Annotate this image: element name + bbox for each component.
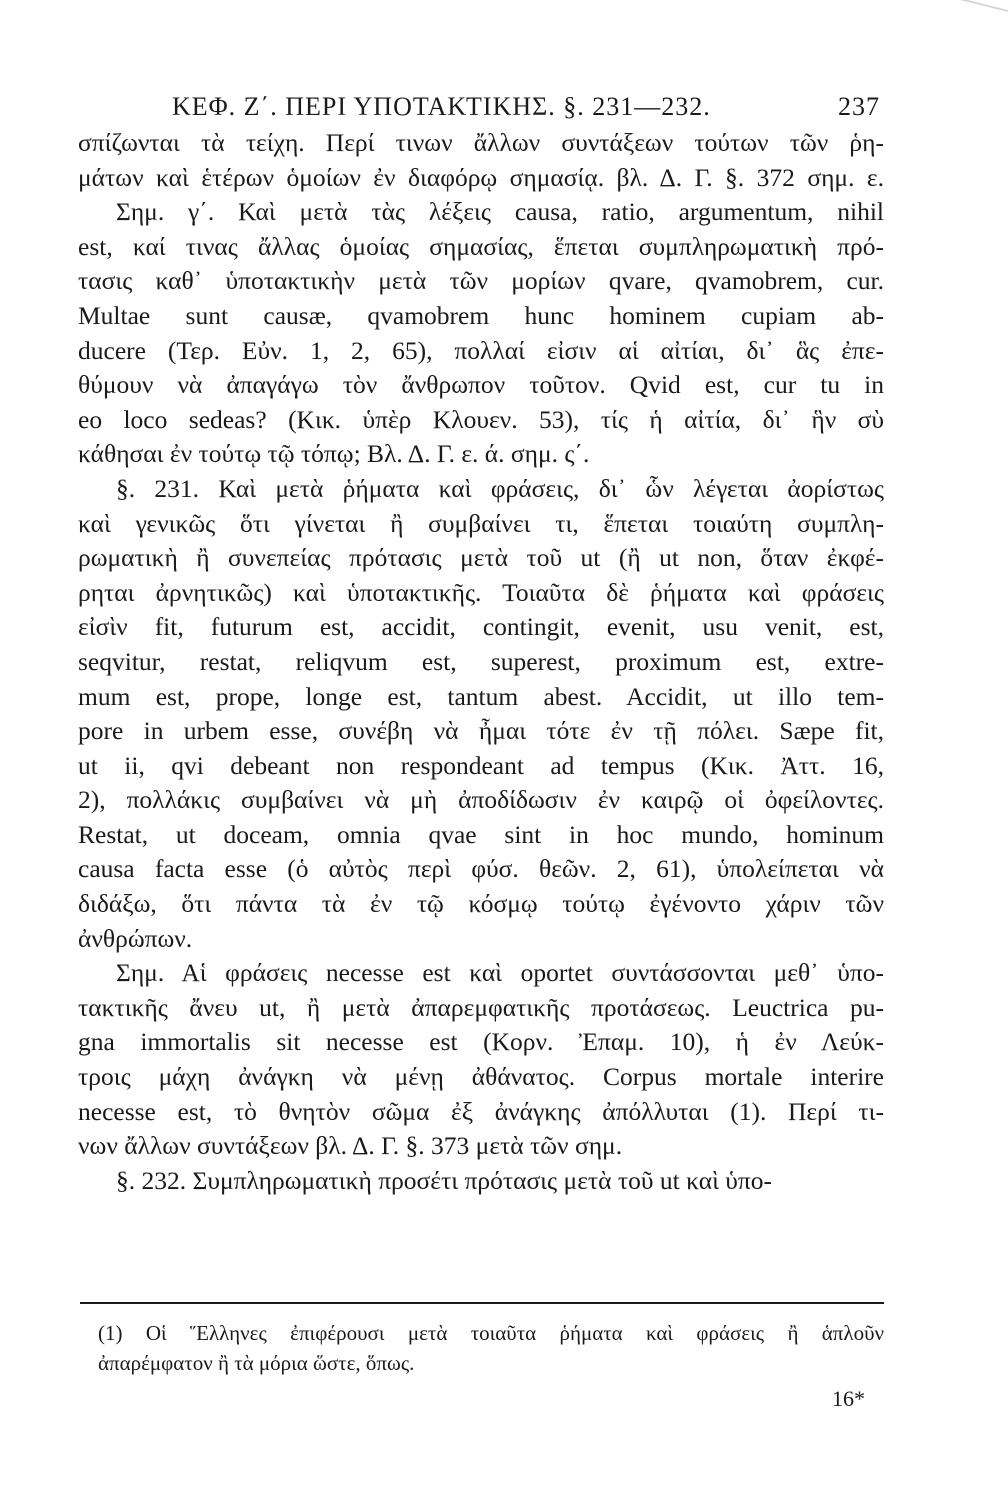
running-header xyxy=(80,92,880,128)
footnote-rule xyxy=(80,1302,884,1304)
text-line: κάθησαι ἐν τούτῳ τῷ τόπῳ; Βλ. Δ. Γ. ε. ά. σημ. ς΄. xyxy=(78,439,590,469)
text-line: ducere (Τερ. Εὐν. 1, 2, 65), πολλαί εἰσιν αἱ αἰτίαι, δι᾽ ἃς ἐπε- xyxy=(78,335,884,365)
running-title: ΚΕΦ. Ζ΄. ΠΕΡΙ ΥΠΟΤΑΚΤΙΚΗΣ. §. 231—232. xyxy=(172,92,711,121)
text-line: εἰσὶν fit, futurum est, accidit, contingit, evenit, usu venit, est, xyxy=(78,612,884,642)
text-line: §. 232. Συμπληρωματικὴ προσέτι πρότασις μετὰ τοῦ ut καὶ ὑπο- xyxy=(116,1165,773,1195)
text-line: ρηται ἀρνητικῶς) καὶ ὑποτακτικῆς. Τοιαῦτα δὲ ῥήματα καὶ φράσεις xyxy=(78,577,884,607)
footnote xyxy=(98,1318,884,1378)
footnote-line: (1) Οἱ Ἕλληνες ἐπιφέρουσι μετὰ τοιαῦτα ῥήματα καὶ φράσεις ἢ ἁπλοῦν xyxy=(98,1321,884,1345)
text-line: θύμουν νὰ ἀπαγάγω τὸν ἄνθρωπον τοῦτον. Qvid est, cur tu in xyxy=(78,370,884,400)
text-line: ρωματικὴ ἢ συνεπείας πρότασις μετὰ τοῦ ut (ἢ ut non, ὅταν ἐκφέ- xyxy=(78,543,884,573)
text-line: καὶ γενικῶς ὅτι γίνεται ἢ συμβαίνει τι, ἕπεται τοιαύτη συμπλη- xyxy=(78,508,884,538)
text-line: τροις μάχη ἀνάγκη νὰ μένῃ ἀθάνατος. Corpus mortale interire xyxy=(78,1062,884,1092)
text-line: ut ii, qvi debeant non respondeant ad tempus (Κικ. Ἀττ. 16, xyxy=(78,750,884,780)
text-line: est, καί τινας ἄλλας ὁμοίας σημασίας, ἕπεται συμπληρωματικὴ πρό- xyxy=(78,231,884,261)
text-line: §. 231. Καὶ μετὰ ῥήματα καὶ φράσεις, δι᾽ ὧν λέγεται ἀορίστως xyxy=(116,473,884,503)
page-number: 237 xyxy=(838,92,880,121)
text-line: mum est, prope, longe est, tantum abest. Accidit, ut illo tem- xyxy=(78,681,884,711)
text-line: Σημ. γ΄. Καὶ μετὰ τὰς λέξεις causa, ratio, argumentum, nihil xyxy=(116,197,884,227)
text-line: necesse est, τὸ θνητὸν σῶμα ἐξ ἀνάγκης ἀπόλλυται (1). Περί τι- xyxy=(78,1096,884,1126)
text-line: Restat, ut doceam, omnia qvae sint in hoc mundo, hominum xyxy=(78,819,884,849)
text-line: Σημ. Αἱ φράσεις necesse est καὶ oportet συντάσσονται μεθ᾽ ὑπο- xyxy=(116,958,884,988)
text-line: pore in urbem esse, συνέβη νὰ ἦμαι τότε ἐν τῇ πόλει. Sæpe fit, xyxy=(78,716,884,746)
text-line: ἀνθρώπων. xyxy=(78,923,193,953)
text-line: eo loco sedeas? (Κικ. ὑπὲρ Κλουεν. 53), τίς ἡ αἰτία, δι᾽ ἣν σὺ xyxy=(78,404,884,434)
text-line: 2), πολλάκις συμβαίνει νὰ μὴ ἀποδίδωσιν ἐν καιρῷ οἱ ὀφείλοντες. xyxy=(78,785,884,815)
text-line: μάτων καὶ ἑτέρων ὁμοίων ἐν διαφόρῳ σημασίᾳ. βλ. Δ. Γ. §. 372 σημ. ε. xyxy=(78,162,884,192)
signature-mark: 16* xyxy=(832,1386,865,1411)
body-text xyxy=(78,126,884,1198)
text-line: gna immortalis sit necesse est (Κορν. Ἐπαμ. 10), ἡ ἐν Λεύκ- xyxy=(78,1027,884,1057)
footnote-line: ἀπαρέμφατον ἢ τὰ μόρια ὥστε, ὅπως. xyxy=(98,1351,415,1375)
text-line: causa facta esse (ὁ αὐτὸς περὶ φύσ. θεῶν. 2, 61), ὑπολείπεται νὰ xyxy=(78,854,884,884)
text-line: seqvitur, restat, reliqvum est, superest, proximum est, extre- xyxy=(78,646,884,676)
text-line: Multae sunt causæ, qvamobrem hunc hominem cupiam ab- xyxy=(78,300,884,330)
text-line: σπίζωνται τὰ τείχη. Περί τινων ἄλλων συντάξεων τούτων τῶν ῥη- xyxy=(78,128,884,157)
text-line: διδάξω, ὅτι πάντα τὰ ἐν τῷ κόσμῳ τούτῳ ἐγένοντο χάριν τῶν xyxy=(78,889,884,919)
text-line: τακτικῆς ἄνευ ut, ἢ μετὰ ἀπαρεμφατικῆς προτάσεως. Leuctrica pu- xyxy=(78,992,884,1022)
scan-edge-mark xyxy=(928,0,1008,52)
text-line: τασις καθ᾽ ὑποτακτικὴν μετὰ τῶν μορίων qvare, qvamobrem, cur. xyxy=(78,266,884,296)
text-line: νων ἄλλων συντάξεων βλ. Δ. Γ. §. 373 μετὰ τῶν σημ. xyxy=(78,1131,623,1161)
